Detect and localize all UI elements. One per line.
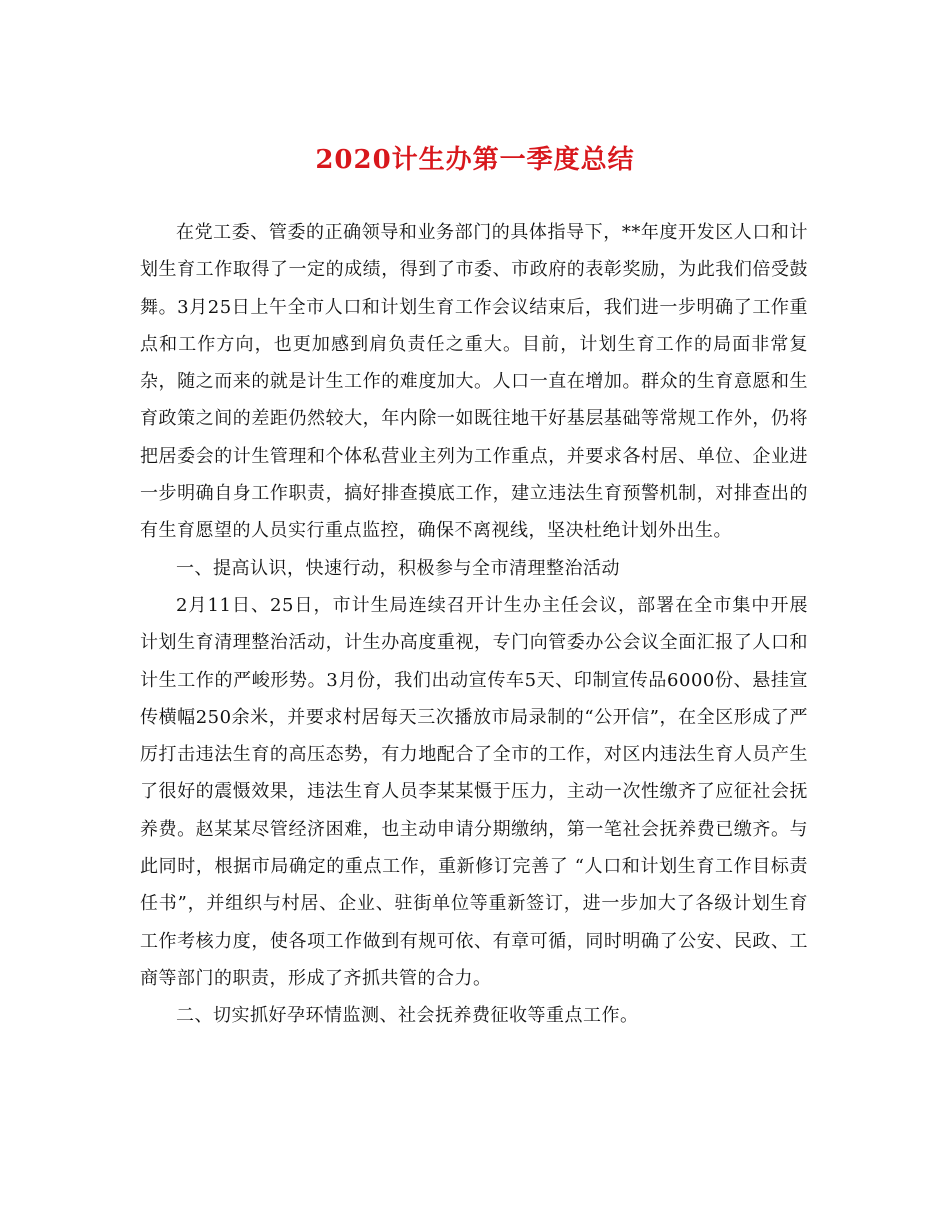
document-body <box>140 214 808 1035</box>
document-title: 2020计生办第一季度总结 <box>315 145 635 175</box>
paragraph-section-1: 2月11日、25日，市计生局连续召开计生办主任会议，部署在全市集中开展计划生育清理整治活动，计生办高度重视，专门向管委办公会议全面汇报了人口和计生工作的严峻形势。3月份，我们出动宣传车5天、印制宣传品6000份、悬挂宣传横幅250余米，并要求村居每天三次播放市局录制的“公开信”，在全区形成了严厉打击违法生育的高压态势，有力地配合了全市的工作，对区内违法生育人员产生了很好的震慑效果，违法生育人员李某某慑于压力，主动一次性缴齐了应征社会抚养费。赵某某尽管经济困难，也主动申请分期缴纳，第一笔社会抚养费已缴齐。与此同时，根据市局确定的重点工作，重新修订完善了 “人口和计划生育工作目标责任书”，并组织与村居、企业、驻街单位等重新签订，进一步加大了各级计划生育工作考核力度，使各项工作做到有规可依、有章可循，同时明确了公安、民政、工商等部门的职责，形成了齐抓共管的合力。 <box>140 594 808 989</box>
section-heading-1: 一、提高认识，快速行动，积极参与全市清理整治活动 <box>176 557 620 579</box>
section-heading-2: 二、切实抓好孕环情监测、社会抚养费征收等重点工作。 <box>176 1005 639 1027</box>
paragraph-intro: 在党工委、管委的正确领导和业务部门的具体指导下，**年度开发区人口和计划生育工作取得了一定的成绩，得到了市委、市政府的表彰奖励，为此我们倍受鼓舞。3月25日上午全市人口和计划生育工作会议结束后，我们进一步明确了工作重点和工作方向，也更加感到肩负责任之重大。目前，计划生育工作的局面非常复杂，随之而来的就是计生工作的难度加大。人口一直在增加。群众的生育意愿和生育政策之间的差距仍然较大，年内除一如既往地干好基层基础等常规工作外，仍将把居委会的计生管理和个体私营业主列为工作重点，并要求各村居、单位、企业进一步明确自身工作职责，搞好排查摸底工作，建立违法生育预警机制，对排查出的有生育愿望的人员实行重点监控，确保不离视线，坚决杜绝计划外出生。 <box>140 222 808 542</box>
